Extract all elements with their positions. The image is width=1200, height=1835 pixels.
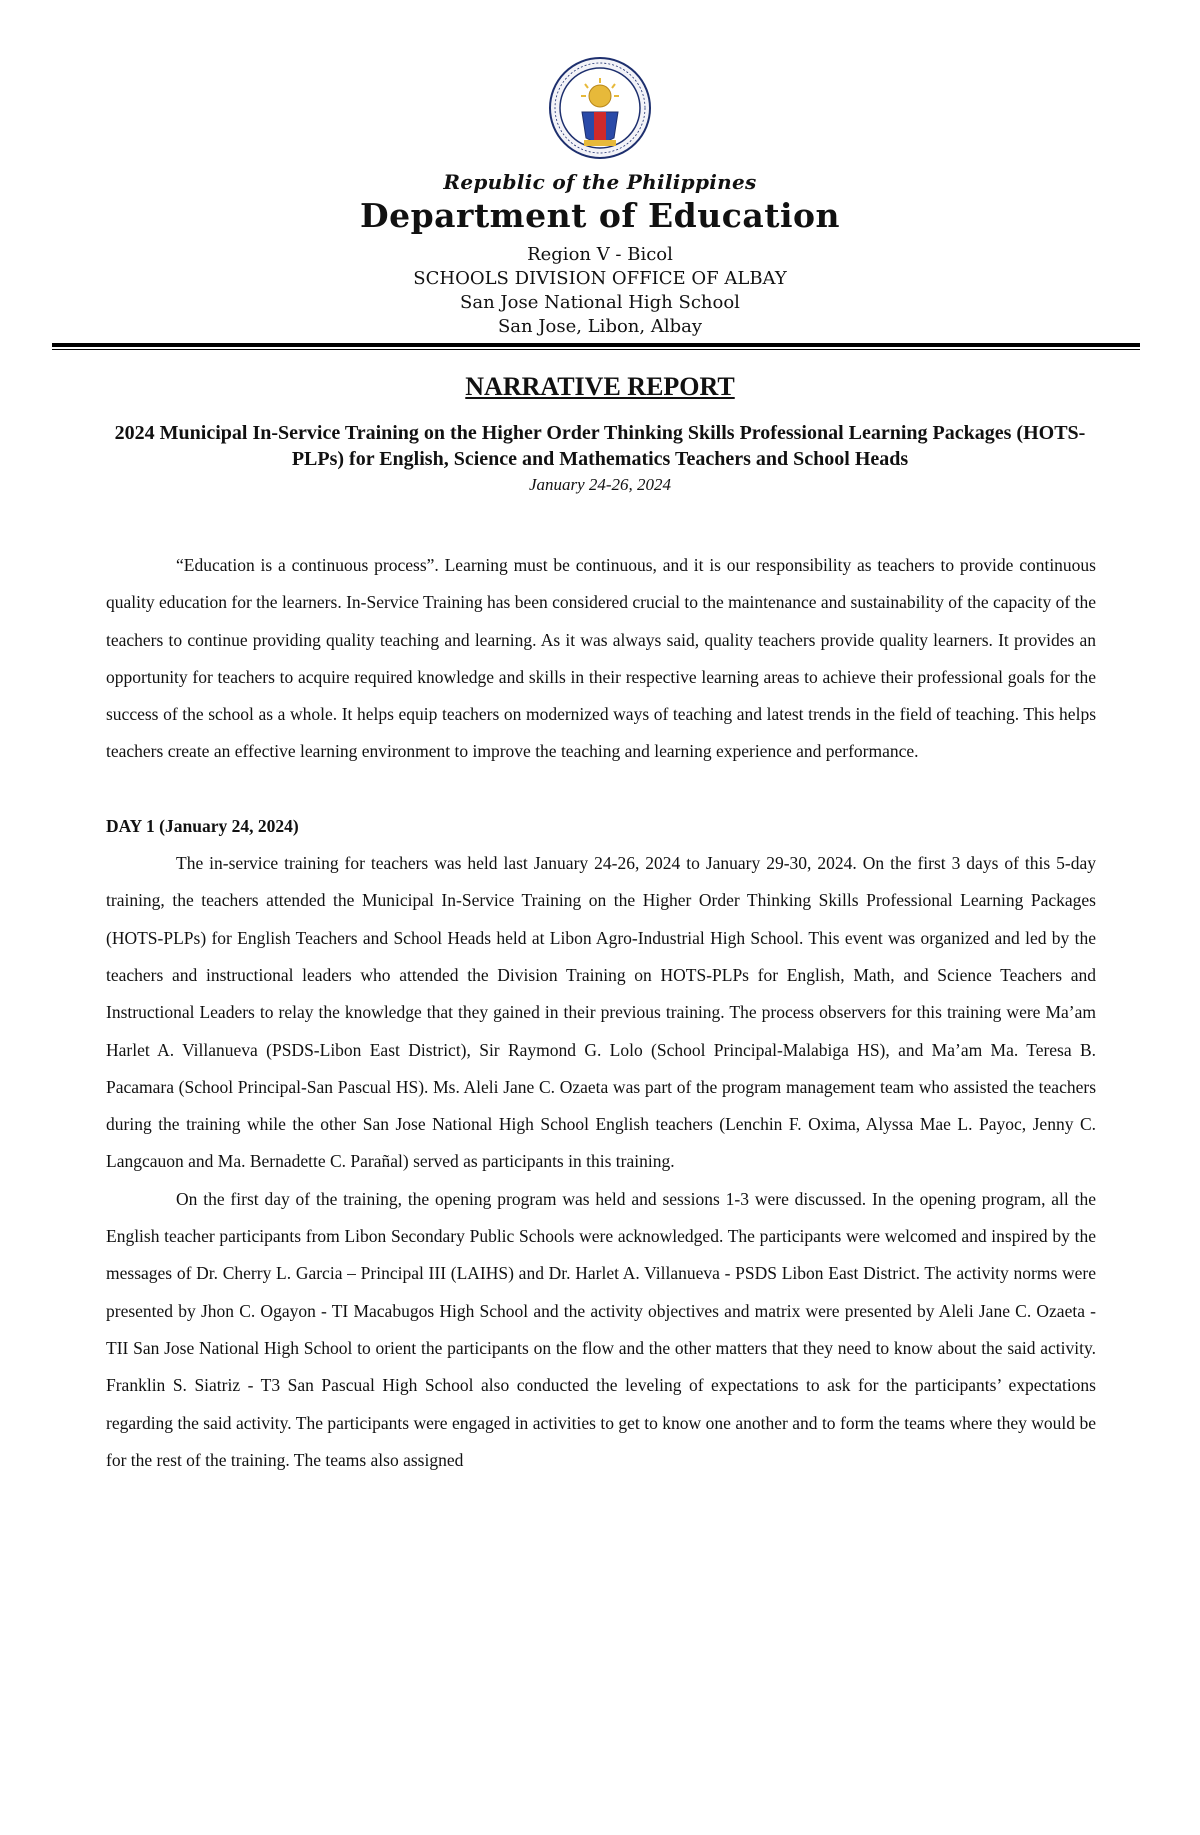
report-title: NARRATIVE REPORT [465, 372, 735, 401]
division-office-line: SCHOOLS DIVISION OFFICE OF ALBAY [413, 268, 787, 289]
day1-paragraph-1: The in-service training for teachers was held last January 24-26, 2024 to January 29-30, 2024. On the first 3 days of this 5-day training, the teachers attended the Municipal In-Service Training on the Higher Order Thinking Skills Professional Learning Packages (HOTS-PLPs) for English Teachers and School Heads held at Libon Agro-Industrial High School. This event was organized and led by the teachers and instructional leaders who attended the Division Training on HOTS-PLPs for English, Math, and Science Teachers and Instructional Leaders to relay the knowledge that they gained in their previous training. The process observers for this training were Ma’am Harlet A. Villanueva (PSDS-Libon East District), Sir Raymond G. Lolo (School Principal-Malabiga HS), and Ma’am Ma. Teresa B. Pacamara (School Principal-San Pascual HS). Ms. Aleli Jane C. Ozaeta was part of the program management team who assisted the teachers during the training while the other San Jose National High School English teachers (Lenchin F. Oxima, Alyssa Mae L. Payoc, Jenny C. Langcauon and Ma. Bernadette C. Parañal) served as participants in this training. [106, 853, 1096, 1172]
school-address: San Jose, Libon, Albay [497, 316, 703, 337]
deped-seal-icon [548, 56, 652, 160]
republic-line: Republic of the Philippines [443, 170, 757, 194]
header-divider-thin [52, 349, 1140, 350]
report-date: January 24-26, 2024 [528, 475, 672, 494]
day1-heading: DAY 1 (January 24, 2024) [106, 815, 299, 836]
region-line: Region V - Bicol [527, 244, 673, 265]
header-divider-thick [52, 343, 1140, 347]
report-subtitle: 2024 Municipal In-Service Training on the Higher Order Thinking Skills Professional Learning Packages (HOTS-PLPs) for English, Science and Mathematics Teachers and School Heads [114, 422, 1086, 470]
intro-paragraph: “Education is a continuous process”. Learning must be continuous, and it is our responsibility as teachers to provide continuous quality education for the learners. In-Service Training has been considered crucial to the maintenance and sustainability of the capacity of the teachers to continue providing quality teaching and learning. As it was always said, quality teachers provide quality learners. It provides an opportunity for teachers to acquire required knowledge and skills in their respective learning areas to achieve their professional goals for the success of the school as a whole. It helps equip teachers on modernized ways of teaching and latest trends in the field of teaching. This helps teachers create an effective learning environment to improve the teaching and learning experience and performance. [106, 555, 1096, 762]
day1-paragraph-2: On the first day of the training, the opening program was held and sessions 1-3 were discussed. In the opening program, all the English teacher participants from Libon Secondary Public Schools were acknowledged. The participants were welcomed and inspired by the messages of Dr. Cherry L. Garcia – Principal III (LAIHS) and Dr. Harlet A. Villanueva - PSDS Libon East District. The activity norms were presented by Jhon C. Ogayon - TI Macabugos High School and the activity objectives and matrix were presented by Aleli Jane C. Ozaeta - TII San Jose National High School to orient the participants on the flow and the other matters that they need to know about the said activity. Franklin S. Siatriz - T3 San Pascual High School also conducted the leveling of expectations to ask for the participants’ expectations regarding the said activity. The participants were engaged in activities to get to know one another and to form the teams where they would be for the rest of the training. The teams also assigned [106, 1188, 1096, 1470]
department-name: Department of Education [359, 196, 840, 235]
school-name: San Jose National High School [460, 292, 740, 313]
report-body [106, 547, 1096, 1479]
